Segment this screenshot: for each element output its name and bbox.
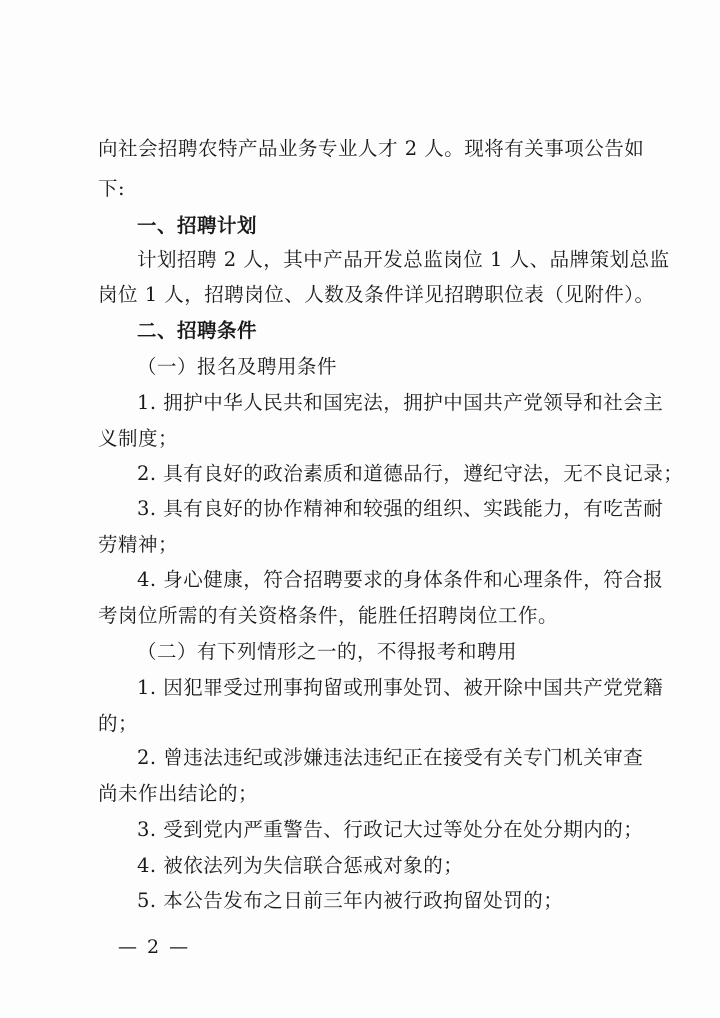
text-line: 4. 身心健康，符合招聘要求的身体条件和心理条件，符合报 (137, 568, 664, 591)
section-heading: 一、招聘计划 (137, 214, 258, 237)
text-line: 2. 具有良好的政治素质和道德品行，遵纪守法，无不良记录； (137, 462, 684, 485)
text-line: 1. 拥护中华人民共和国宪法，拥护中国共产党领导和社会主 (137, 391, 664, 414)
page-number: — 2 — (118, 936, 191, 958)
text-line: 4. 被依法列为失信联合惩戒对象的； (137, 854, 464, 877)
text-line: 下: (98, 177, 126, 200)
text-line: 1. 因犯罪受过刑事拘留或刑事处罚、被开除中国共产党党籍 (137, 676, 664, 699)
text-line: 3. 受到党内严重警告、行政记大过等处分在处分期内的； (137, 818, 644, 841)
text-line: 的； (98, 712, 139, 735)
section-heading: 二、招聘条件 (137, 319, 258, 342)
text-line: 2. 曾违法违纪或涉嫌违法违纪正在接受有关专门机关审查 (137, 746, 644, 769)
text-line: 计划招聘 2 人，其中产品开发总监岗位 1 人、品牌策划总监 (137, 248, 670, 271)
subsection-heading: （一）报名及聘用条件 (137, 355, 338, 378)
subsection-heading: （二）有下列情形之一的，不得报考和聘用 (137, 640, 518, 663)
text-line: 尚未作出结论的； (98, 782, 259, 805)
text-line: 岗位 1 人，招聘岗位、人数及条件详见招聘职位表（见附件）。 (98, 283, 655, 306)
text-line: 向社会招聘农特产品业务专业人才 2 人。现将有关事项公告如 (98, 137, 645, 160)
text-line: 5. 本公告发布之日前三年内被行政拘留处罚的； (137, 889, 564, 912)
text-line: 考岗位所需的有关资格条件，能胜任招聘岗位工作。 (98, 604, 559, 627)
text-line: 义制度； (98, 427, 179, 450)
text-line: 劳精神； (98, 533, 179, 556)
text-line: 3. 具有良好的协作精神和较强的组织、实践能力，有吃苦耐 (137, 497, 664, 520)
